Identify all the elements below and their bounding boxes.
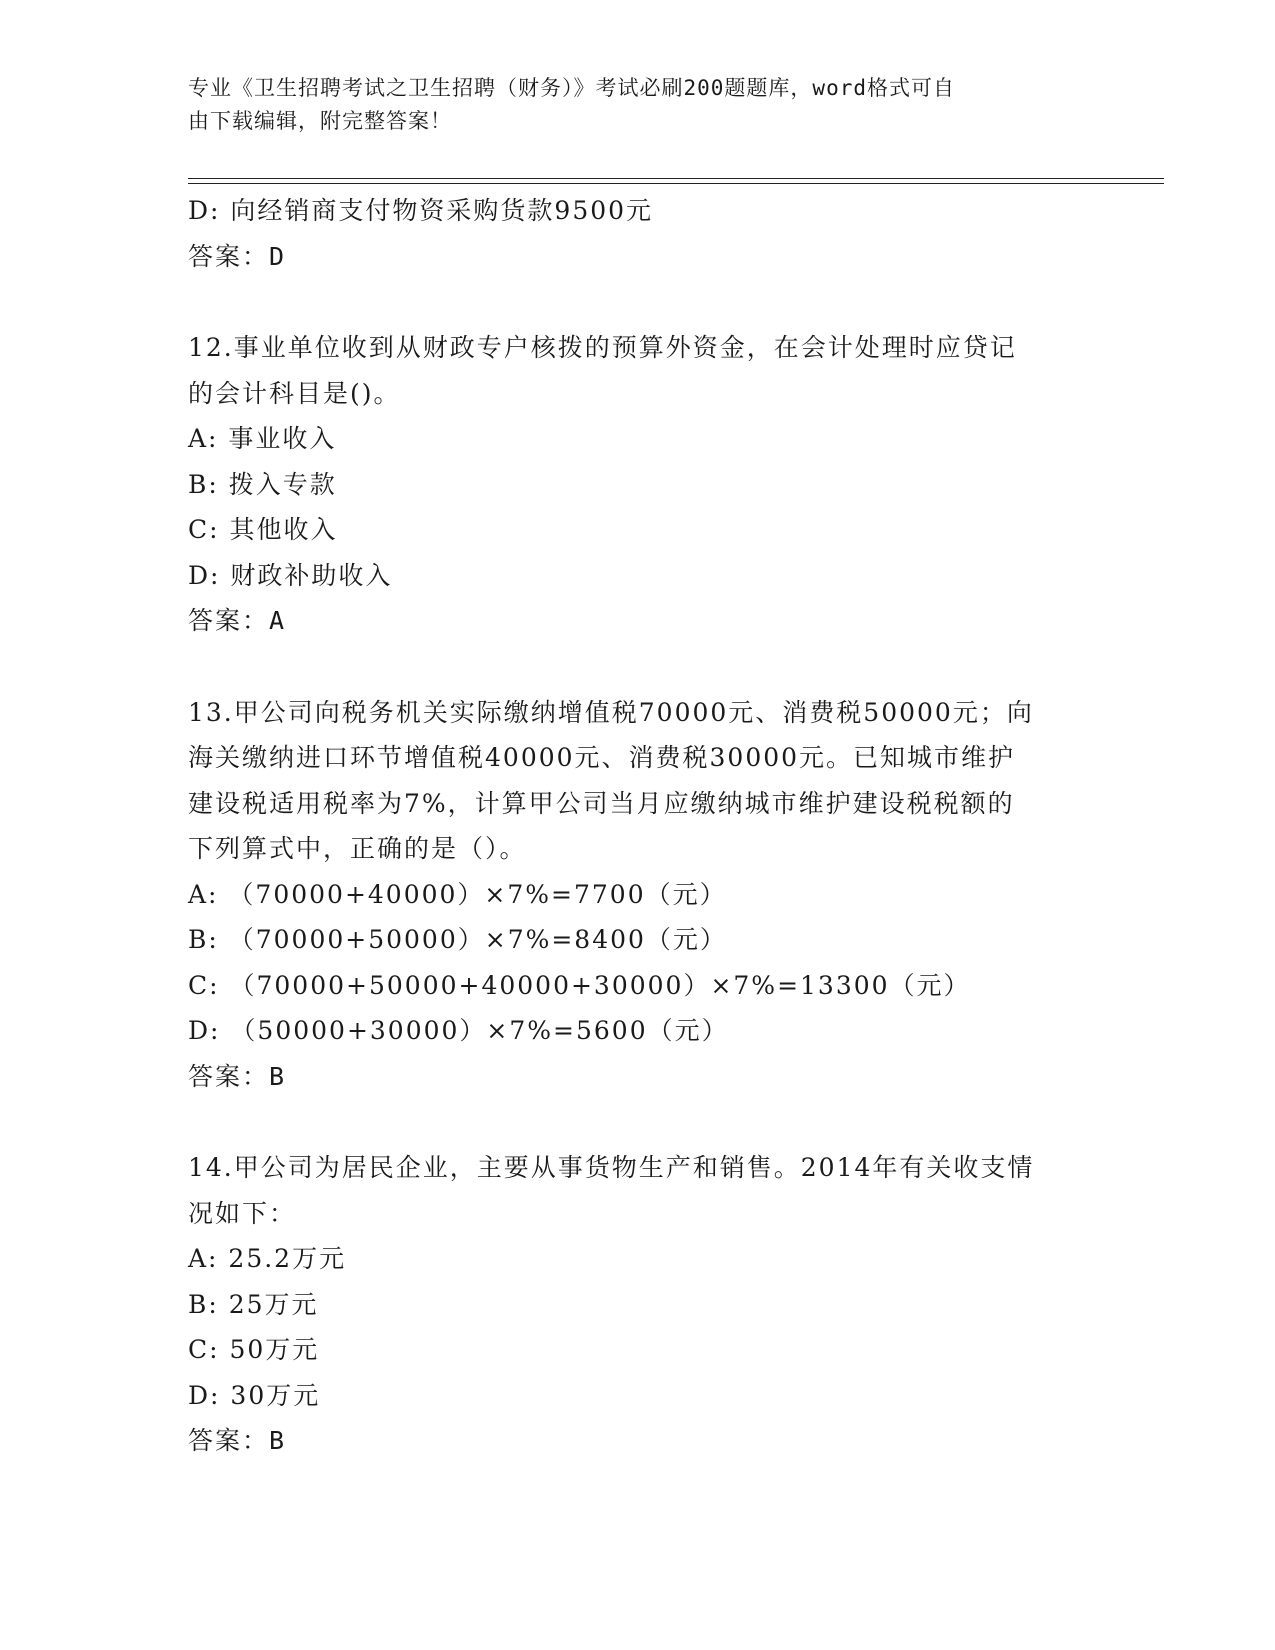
q13-option-a: A: （70000+40000）×7%=7700（元） [188, 879, 727, 909]
spacer [188, 644, 1088, 690]
q13-option-b: B: （70000+50000）×7%=8400（元） [188, 925, 727, 954]
q12-option-c: C: 其他收入 [188, 515, 338, 544]
q13-option-c: C: （70000+50000+40000+30000）×7%=13300（元） [188, 970, 971, 1000]
q13-stem-line-4: 下列算式中，正确的是（）。 [188, 834, 527, 863]
q14-stem-line-2: 况如下： [188, 1198, 297, 1228]
q12-option-d: D: 财政补助收入 [188, 560, 393, 590]
q13-stem-line-3: 建设税适用税率为7%，计算甲公司当月应缴纳城市维护建设税税额的 [188, 788, 1015, 818]
q12-stem-line-2: 的会计科目是()。 [188, 378, 401, 408]
header-line-1: 专业《卫生招聘考试之卫生招聘（财务）》考试必刷200题题库，word格式可自 [188, 76, 955, 100]
q14-option-d: D: 30万元 [188, 1380, 321, 1410]
q14-option-c: C: 50万元 [188, 1335, 320, 1364]
question-14 [188, 1145, 1088, 1464]
prev-answer: 答案：D [188, 241, 287, 271]
q14-option-a: A: 25.2万元 [188, 1244, 347, 1273]
question-13 [188, 690, 1088, 1100]
q12-stem-line-1: 12.事业单位收到从财政专户核拨的预算外资金，在会计处理时应贷记 [188, 333, 1017, 362]
q13-stem-line-2: 海关缴纳进口环节增值税40000元、消费税30000元。已知城市维护 [188, 743, 1016, 772]
prev-option-d: D: 向经销商支付物资采购货款9500元 [188, 196, 654, 225]
header-divider-top [188, 178, 1164, 179]
q14-option-b: B: 25万元 [188, 1289, 319, 1319]
q12-option-a: A: 事业收入 [188, 424, 337, 453]
q13-answer: 答案：B [188, 1061, 287, 1091]
q13-option-d: D: （50000+30000）×7%=5600（元） [188, 1016, 729, 1045]
q14-answer: 答案：B [188, 1426, 287, 1455]
header-line-2: 由下载编辑，附完整答案！ [188, 109, 452, 133]
document-body [188, 188, 1088, 1464]
spacer [188, 279, 1088, 325]
q14-stem-line-1: 14.甲公司为居民企业，主要从事货物生产和销售。2014年有关收支情 [188, 1153, 1035, 1182]
document-header [188, 72, 1088, 138]
header-divider-bottom [188, 183, 1164, 184]
spacer [188, 1099, 1088, 1145]
q13-stem-line-1: 13.甲公司向税务机关实际缴纳增值税70000元、消费税50000元；向 [188, 697, 1034, 727]
q12-answer: 答案：A [188, 606, 287, 635]
q12-option-b: B: 拨入专款 [188, 469, 337, 499]
question-12 [188, 325, 1088, 644]
